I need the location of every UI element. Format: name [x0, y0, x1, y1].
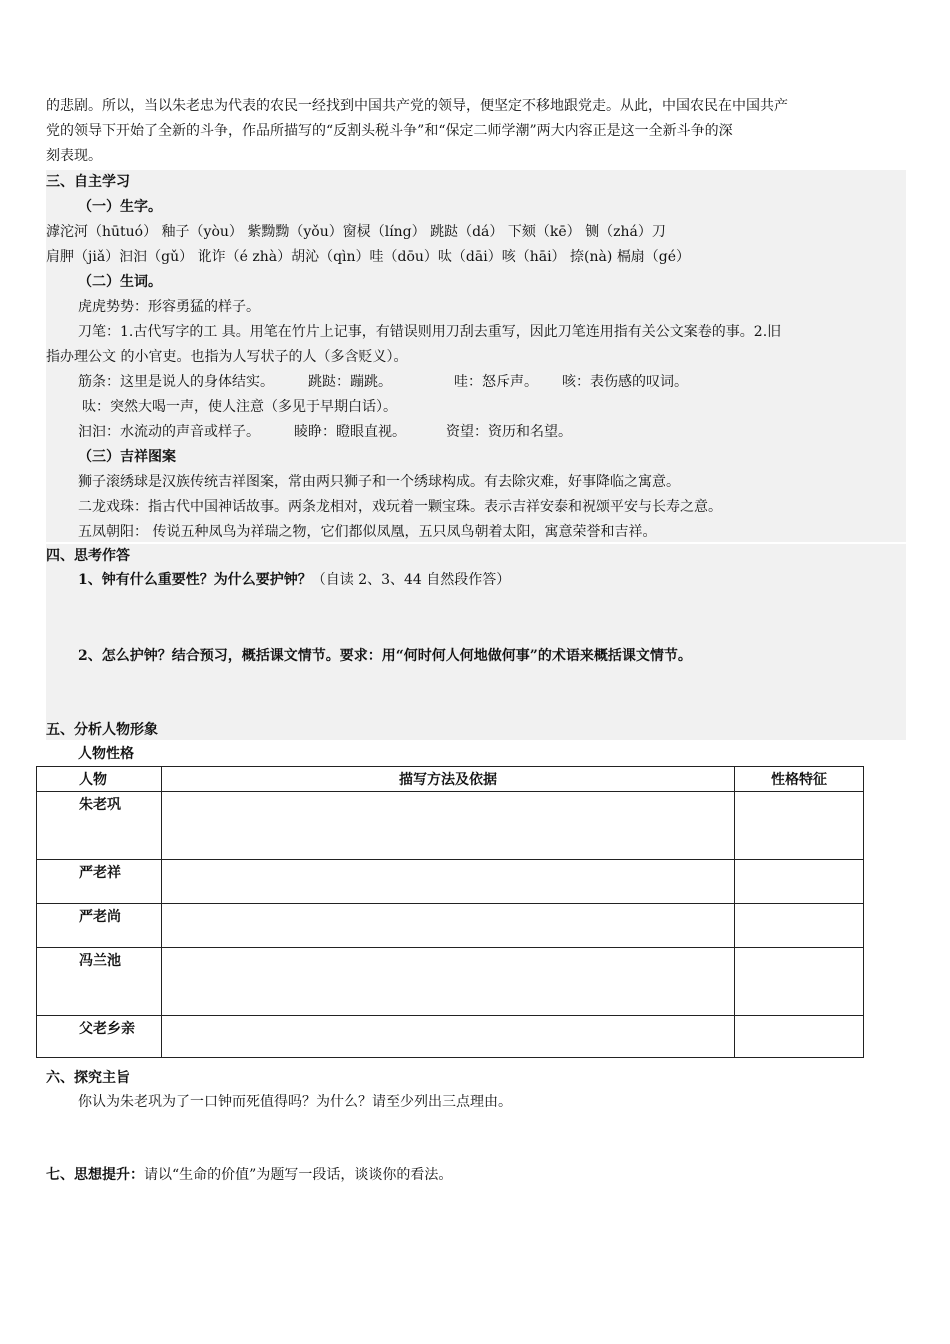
row-person: 朱老巩	[37, 792, 162, 860]
table-row	[37, 792, 864, 860]
method-cell[interactable]	[162, 1016, 735, 1058]
trait-cell[interactable]	[735, 1016, 864, 1058]
table-header-row	[37, 767, 864, 792]
pattern-3: 五凤朝阳： 传说五种凤鸟为祥瑞之物，它们都似凤凰，五只凤鸟朝着太阳，寓意荣誉和吉祥。	[78, 524, 657, 540]
trait-cell[interactable]	[735, 860, 864, 904]
intro-line-1: 的悲剧。所以，当以朱老忠为代表的农民一经找到中国共产党的领导，便坚定不移地跟党走。从此，中国农民在中国共产	[46, 98, 788, 114]
table-row	[37, 1016, 864, 1058]
trait-cell[interactable]	[735, 948, 864, 1016]
word-5	[46, 420, 906, 445]
row-person: 严老祥	[37, 860, 162, 904]
question-1	[46, 568, 906, 593]
word-1: 虎虎势势：形容勇猛的样子。	[78, 299, 260, 315]
word-2b: 指办理公文 的小官吏。也指为人写状子的人（多含贬义）。	[46, 349, 408, 365]
character-table	[36, 766, 864, 1058]
row-person: 严老尚	[37, 904, 162, 948]
method-cell[interactable]	[162, 792, 735, 860]
word-3	[46, 370, 906, 395]
question-1-text: 1、钟有什么重要性？为什么要护钟？	[78, 572, 312, 588]
intro-line-3: 刻表现。	[46, 148, 102, 164]
characters-line-2: 肩胛（jiǎ）汩汩（gǔ） 讹诈（é zhà）胡沁（qìn）哇（dōu）呔（dāi）咳（hāi） 捺(nà) 槅扇（gé）	[46, 249, 690, 265]
section-3-heading: 三、自主学习	[46, 174, 130, 190]
section-6-heading: 六、探究主旨	[46, 1070, 130, 1086]
characters-line-1: 滹沱河（hūtuó） 釉子（yòu） 紫黝黝（yǒu）窗棂（líng） 跳跶（dá） 下颏（kē） 铡（zhá）刀	[46, 224, 666, 240]
word-3b: 跳跶：蹦跳。	[308, 374, 392, 390]
method-cell[interactable]	[162, 948, 735, 1016]
header-person: 人物	[37, 767, 162, 792]
table-row	[37, 948, 864, 1016]
trait-cell[interactable]	[735, 792, 864, 860]
section-3-sub-2: （二）生词。	[78, 274, 162, 290]
word-3a: 筋条：这里是说人的身体结实。	[78, 374, 274, 390]
word-5b: 睖睁：瞪眼直视。	[294, 424, 406, 440]
question-1-note: （自读 2、3、44 自然段作答）	[311, 572, 511, 588]
method-cell[interactable]	[162, 860, 735, 904]
row-person: 父老乡亲	[37, 1016, 162, 1058]
section-7	[46, 1163, 906, 1188]
section-7-prompt: 请以“生命的价值”为题写一段话，谈谈你的看法。	[144, 1167, 453, 1183]
section-3-sub-1: （一）生字。	[78, 199, 162, 215]
intro-line-2: 党的领导下开始了全新的斗争，作品所描写的“反割头税斗争”和“保定二师学潮”两大内容正是这一全新斗争的深	[46, 123, 733, 139]
pattern-2: 二龙戏珠：指古代中国神话故事。两条龙相对，戏玩着一颗宝珠。表示吉祥安泰和祝颂平安与长寿之意。	[78, 499, 722, 515]
trait-cell[interactable]	[735, 904, 864, 948]
table-row	[37, 904, 864, 948]
header-method: 描写方法及依据	[162, 767, 735, 792]
section-6-question: 你认为朱老巩为了一口钟而死值得吗？为什么？请至少列出三点理由。	[78, 1094, 512, 1110]
section-4-heading: 四、思考作答	[46, 548, 130, 564]
section-7-heading: 七、思想提升：	[46, 1167, 144, 1183]
word-5a: 汩汩：水流动的声音或样子。	[78, 424, 260, 440]
header-trait: 性格特征	[735, 767, 864, 792]
word-2a: 刀笔：1.古代写字的工 具。用笔在竹片上记事，有错误则用刀刮去重写，因此刀笔连用指有关公文案卷的事。2.旧	[78, 324, 782, 340]
word-5c: 资望：资历和名望。	[446, 424, 572, 440]
word-4: 呔：突然大喝一声，使人注意（多见于早期白话）。	[82, 399, 397, 415]
word-3c: 哇：怒斥声。	[454, 374, 538, 390]
table-row	[37, 860, 864, 904]
section-3-sub-3: （三）吉祥图案	[78, 449, 176, 465]
method-cell[interactable]	[162, 904, 735, 948]
section-5-heading: 五、分析人物形象	[46, 722, 158, 738]
question-2: 2、怎么护钟？结合预习，概括课文情节。要求：用“何时何人何地做何事”的术语来概括课文情节。	[78, 648, 692, 664]
word-3d: 咳：表伤感的叹词。	[562, 374, 688, 390]
pattern-1: 狮子滚绣球是汉族传统吉祥图案，常由两只狮子和一个绣球构成。有去除灾难，好事降临之寓意。	[78, 474, 680, 490]
section-5-sub: 人物性格	[78, 746, 134, 762]
row-person: 冯兰池	[37, 948, 162, 1016]
